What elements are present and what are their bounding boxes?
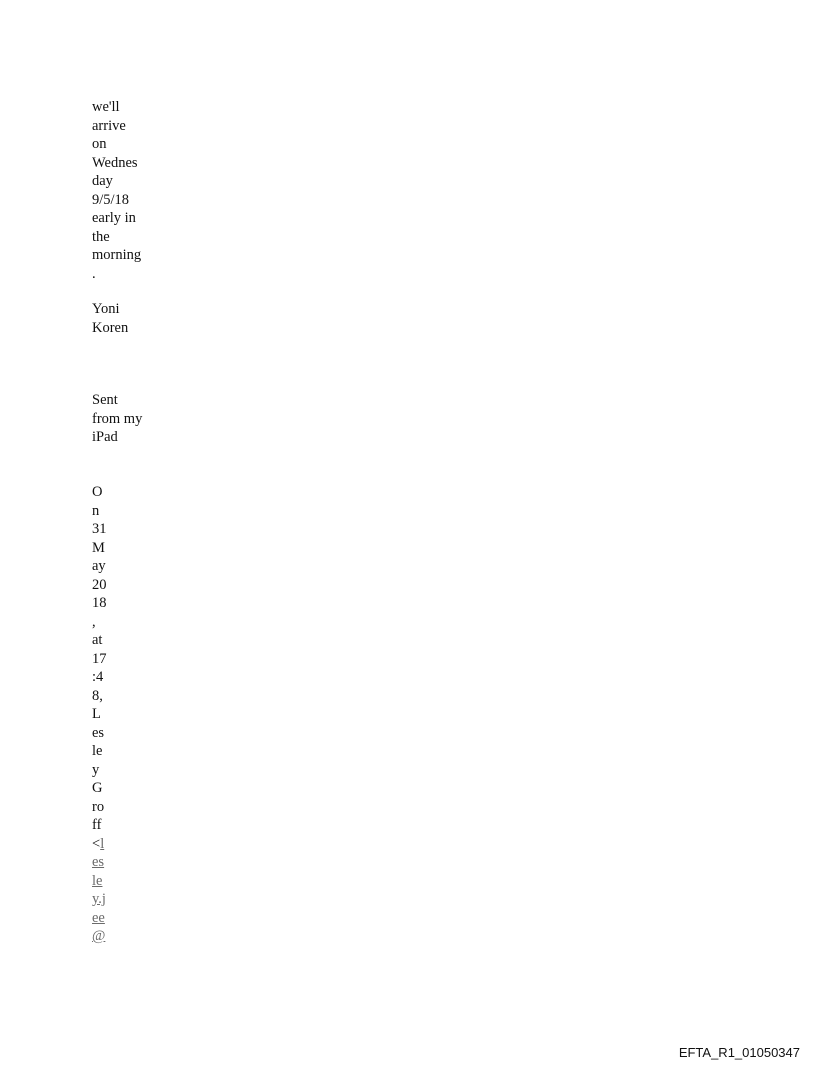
sent-line: iPad — [92, 429, 118, 445]
quote-line: :4 — [92, 669, 104, 685]
message-line: arrive — [92, 117, 126, 134]
quote-line: M — [92, 539, 105, 556]
signature-line: Koren — [92, 319, 129, 336]
email-link-fragment[interactable]: es — [92, 854, 105, 870]
quoted-header — [92, 483, 107, 946]
sent-line: from my — [92, 410, 143, 427]
quote-line: L — [92, 706, 101, 722]
email-link-fragment[interactable]: ee — [92, 909, 105, 926]
quote-line: ff — [92, 817, 102, 833]
quote-line: ay — [92, 558, 106, 574]
quote-line: O — [92, 484, 103, 500]
message-line: day — [92, 173, 113, 189]
message-line: . — [92, 265, 96, 282]
quote-line: es — [92, 724, 105, 741]
message-line: early in — [92, 210, 136, 226]
quote-line: ro — [92, 798, 105, 815]
quote-line — [92, 835, 107, 854]
quote-line: 8, — [92, 687, 103, 704]
message-line: 9/5/18 — [92, 191, 130, 208]
quote-line: G — [92, 780, 103, 796]
message-line: morning — [92, 247, 142, 263]
signature-line: Yoni — [92, 301, 120, 317]
quote-line: , — [92, 613, 96, 630]
document-id: EFTA_R1_01050347 — [678, 1045, 800, 1060]
quote-line: 18 — [92, 595, 107, 611]
message-line: on — [92, 136, 107, 152]
quote-line: 20 — [92, 576, 107, 593]
quote-line: le — [92, 743, 103, 759]
message-body — [92, 98, 141, 283]
quote-line: 31 — [92, 521, 107, 537]
quote-line: 17 — [92, 650, 107, 667]
quote-line: y — [92, 761, 100, 778]
email-link-fragment[interactable]: le — [92, 872, 103, 889]
message-line: the — [92, 228, 110, 245]
open-angle-bracket: < — [92, 835, 101, 852]
email-link-fragment[interactable]: y.j — [92, 891, 106, 907]
quote-line: at — [92, 632, 103, 648]
sent-from-device — [92, 391, 142, 447]
signature — [92, 300, 128, 337]
message-line: Wednes — [92, 154, 138, 171]
message-line: we'll — [92, 99, 120, 115]
email-link-fragment[interactable]: l — [100, 835, 105, 852]
email-link-fragment[interactable]: @ — [92, 928, 106, 944]
sent-line: Sent — [92, 392, 118, 408]
quote-line: n — [92, 502, 100, 519]
